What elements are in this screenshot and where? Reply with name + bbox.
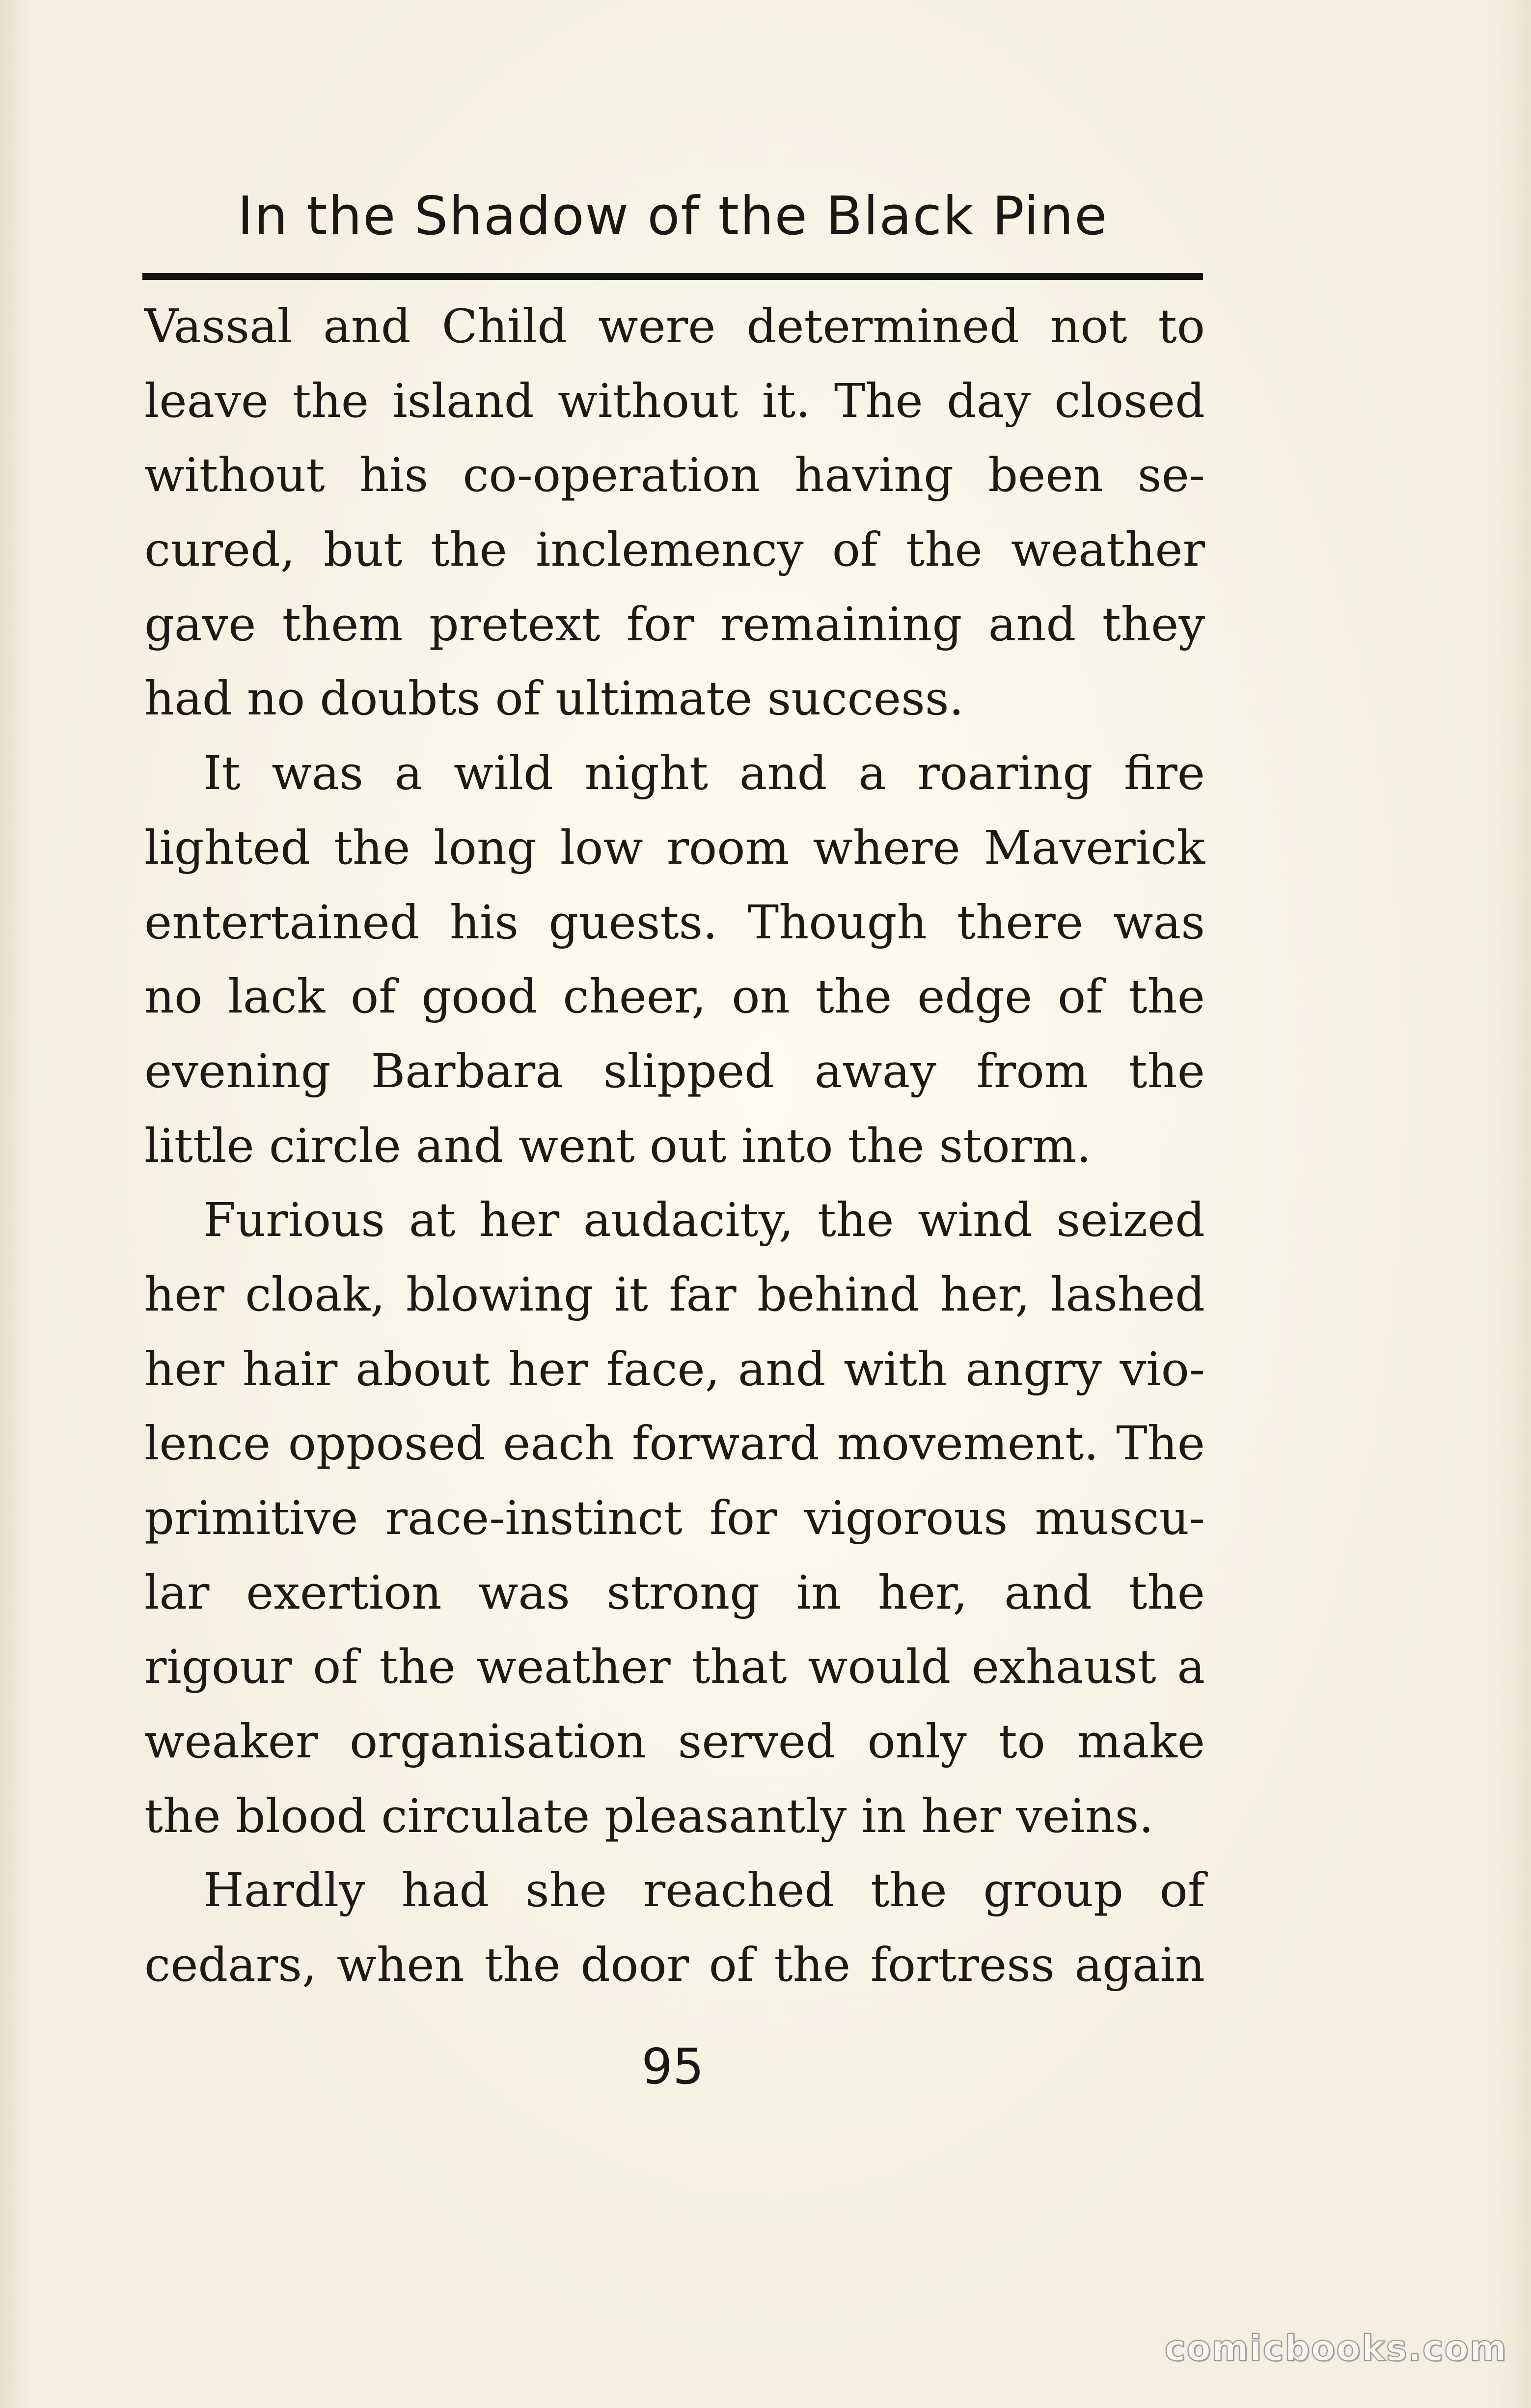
text-line: no lack of good cheer, on the edge of the	[144, 970, 1205, 1024]
text-line: little circle and went out into the storm.	[144, 1119, 1092, 1173]
text-line: cured, but the inclemency of the weather	[144, 523, 1205, 577]
watermark: comicbooks.com	[1164, 2327, 1507, 2369]
text-line: her hair about her face, and with angry vio-	[144, 1342, 1205, 1396]
text-line: the blood circulate pleasantly in her veins.	[144, 1789, 1154, 1843]
paragraph	[144, 737, 1205, 1183]
text-line: her cloak, blowing it far behind her, lashed	[144, 1267, 1205, 1322]
text-line: lence opposed each forward movement. The	[144, 1417, 1205, 1471]
text-line: entertained his guests. Though there was	[144, 895, 1205, 950]
paragraph	[144, 1183, 1205, 1854]
body-text	[144, 290, 1205, 2003]
page-number: 95	[641, 2038, 704, 2095]
text-line: rigour of the weather that would exhaust a	[144, 1640, 1205, 1695]
text-line: Hardly had she reached the group of	[203, 1863, 1205, 1918]
text-line: Vassal and Child were determined not to	[144, 300, 1205, 354]
text-line: weaker organisation served only to make	[144, 1715, 1205, 1769]
text-line: lar exertion was strong in her, and the	[144, 1565, 1205, 1620]
text-line: lighted the long low room where Maverick	[144, 821, 1205, 875]
text-line: evening Barbara slipped away from the	[144, 1044, 1205, 1098]
text-line: gave them pretext for remaining and they	[144, 597, 1205, 652]
paragraph	[144, 1854, 1205, 2002]
text-line: leave the island without it. The day closed	[144, 374, 1205, 428]
header-rule	[142, 273, 1203, 280]
text-line: It was a wild night and a roaring fire	[203, 746, 1205, 801]
text-line: without his co-operation having been se-	[144, 448, 1205, 503]
paragraph	[144, 290, 1205, 737]
text-line: primitive race-instinct for vigorous muscu-	[144, 1491, 1205, 1545]
text-line: Furious at her audacity, the wind seized	[203, 1193, 1205, 1248]
running-head: In the Shadow of the Black Pine	[237, 186, 1108, 247]
text-line: had no doubts of ultimate success.	[144, 672, 964, 726]
text-line: cedars, when the door of the fortress again	[144, 1938, 1205, 1993]
